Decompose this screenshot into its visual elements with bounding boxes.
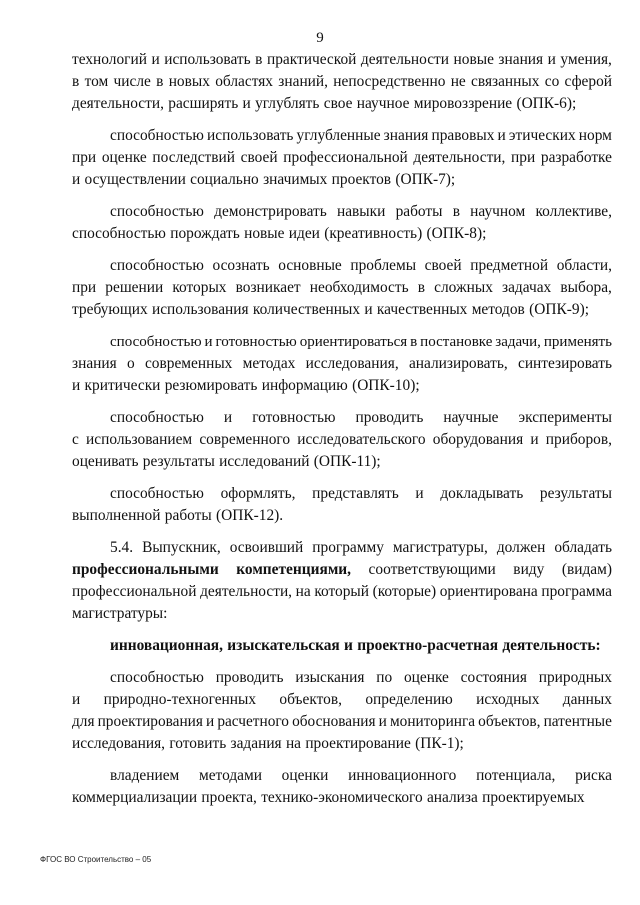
word: способностью — [110, 203, 204, 220]
word: Выпускник, — [142, 539, 221, 556]
paragraph-gap — [72, 473, 612, 483]
paragraph-gap — [72, 755, 612, 765]
word: готовить — [169, 735, 227, 752]
word: не — [450, 73, 466, 90]
page-number: 9 — [316, 30, 324, 46]
word: проектирования — [97, 713, 203, 730]
word: своей — [240, 149, 278, 166]
paragraph — [72, 765, 612, 809]
word: использовать — [207, 127, 294, 144]
text-line — [72, 559, 612, 581]
word: обладать — [554, 539, 612, 556]
bold-word: изыскательская — [227, 637, 340, 654]
word: порождать — [170, 225, 240, 242]
paragraph-gap — [72, 657, 612, 667]
word: (ОПК-12). — [216, 507, 284, 524]
word: идеи — [288, 225, 320, 242]
text-line — [72, 71, 612, 93]
paragraph — [72, 667, 612, 755]
text-line — [72, 277, 612, 299]
word: разработке — [540, 149, 612, 166]
bold-word: и — [344, 637, 353, 654]
word: резюмировать — [164, 377, 258, 394]
word: задачах — [502, 279, 552, 296]
word: соответствующими — [368, 561, 496, 578]
text-line — [72, 299, 612, 321]
word: новые — [244, 225, 285, 242]
word: основные — [278, 257, 342, 274]
word: инновационного — [348, 767, 457, 784]
word: проектов — [331, 171, 392, 188]
word: риска — [575, 767, 612, 784]
word: научном — [470, 203, 526, 220]
word: при — [72, 149, 97, 166]
text-line — [72, 223, 612, 245]
word: и — [204, 334, 213, 350]
word: способностью — [110, 257, 204, 274]
word: представлять — [312, 485, 399, 502]
word: проблемы — [350, 257, 417, 274]
word: и — [72, 691, 81, 708]
word: способностью — [110, 485, 204, 502]
word: состояния — [460, 669, 527, 686]
paragraph-gap — [72, 191, 612, 201]
word: и — [223, 409, 233, 426]
word: профессиональной — [283, 149, 408, 166]
word: (креативность) — [324, 225, 423, 242]
word: оценке — [403, 669, 449, 686]
word: связанных — [471, 73, 540, 90]
word: патентные — [543, 713, 612, 730]
word: необходимость — [309, 279, 409, 296]
word: деятельности, — [413, 149, 506, 166]
word: коммерциализации — [72, 789, 198, 806]
word: знаний, — [278, 73, 329, 90]
word: потенциала, — [476, 767, 556, 784]
text-line — [72, 483, 612, 505]
word: осознать — [212, 257, 270, 274]
word: (ПК-1); — [415, 735, 464, 752]
bold-word: профессиональными — [72, 561, 219, 578]
word: умения, — [560, 51, 612, 68]
paragraph-gap — [72, 527, 612, 537]
word: и — [151, 51, 160, 68]
word: выбора, — [560, 279, 612, 296]
word: непосредственно — [333, 73, 446, 90]
paragraph-gap — [72, 115, 612, 125]
word: социально — [190, 171, 259, 188]
word: способностью — [72, 225, 166, 242]
word: которых — [172, 279, 227, 296]
word: научное — [356, 95, 410, 112]
word: области, — [556, 257, 612, 274]
word: программа — [541, 583, 612, 600]
word: возникает — [235, 279, 301, 296]
text-line — [72, 125, 612, 147]
word: оценивать — [72, 453, 139, 470]
word: в — [156, 73, 164, 90]
word: (ОПК-9); — [529, 301, 589, 318]
text-line — [72, 667, 612, 689]
word: научные — [443, 409, 499, 426]
bold-word: инновационная, — [110, 637, 223, 654]
word: профессиональной — [72, 583, 197, 600]
word: областях — [215, 73, 274, 90]
word: виду — [513, 561, 545, 578]
word: магистратуры: — [72, 605, 168, 622]
word: постановке — [420, 334, 493, 350]
word: на — [285, 735, 302, 752]
word: навыки — [336, 203, 386, 220]
word: синтезировать — [517, 355, 612, 372]
text-line — [72, 603, 612, 625]
word: этических — [508, 127, 576, 144]
text-line — [72, 505, 612, 527]
word: работы — [395, 203, 443, 220]
word: природных — [538, 669, 612, 686]
word: эксперименты — [518, 409, 612, 426]
word: магистратуры, — [392, 539, 488, 556]
word: исходных — [476, 691, 540, 708]
paragraph — [72, 201, 612, 245]
word: готовностью — [252, 409, 336, 426]
word: освоивший — [229, 539, 304, 556]
text-line — [72, 147, 612, 169]
word: знания — [72, 355, 117, 372]
word: в — [72, 73, 80, 90]
word: с — [72, 431, 79, 448]
paragraph-gap — [72, 321, 612, 331]
word: технологий — [72, 51, 147, 68]
word: современного — [199, 431, 291, 448]
word: последствий — [152, 149, 236, 166]
word: оценке — [101, 149, 147, 166]
word: практической — [266, 51, 357, 68]
word: в — [452, 203, 460, 220]
word: свое — [323, 95, 353, 112]
word: результаты — [539, 485, 612, 502]
text-line — [72, 711, 612, 733]
word: правовых — [431, 127, 495, 144]
word: методов — [471, 301, 525, 318]
word: технико-экономического — [261, 789, 423, 806]
word: норм — [578, 127, 612, 144]
word: изыскания — [295, 669, 365, 686]
word: на — [295, 583, 311, 600]
word: использовать — [164, 51, 251, 68]
text-line — [72, 787, 612, 809]
word: готовностью — [215, 334, 297, 350]
word: в — [410, 334, 418, 350]
word: задания — [230, 735, 282, 752]
word: в — [417, 279, 426, 296]
word: приборов, — [545, 431, 612, 448]
word: способностью — [110, 127, 204, 144]
word: проводить — [355, 409, 424, 426]
word: (ОПК-6); — [516, 95, 577, 112]
word: деятельности, — [72, 95, 164, 112]
word: (ОПК-7); — [395, 171, 456, 188]
word: при — [511, 149, 536, 166]
word: знания — [383, 127, 429, 144]
text-line — [72, 635, 612, 657]
word: и — [364, 301, 373, 318]
word: сложных — [434, 279, 493, 296]
word: проводить — [215, 669, 284, 686]
word: информацию — [261, 377, 348, 394]
word: использованием — [86, 431, 193, 448]
word: должен — [496, 539, 546, 556]
word: который — [314, 583, 369, 600]
word: проекта, — [201, 789, 257, 806]
word: со — [544, 73, 560, 90]
word: мониторинга — [389, 713, 476, 730]
word: и — [72, 171, 81, 188]
word: для — [72, 713, 95, 730]
word: программу — [312, 539, 384, 556]
word: методами — [198, 767, 262, 784]
word: исследования, — [305, 355, 399, 372]
word: качественных — [376, 301, 468, 318]
word: оборудования — [432, 431, 524, 448]
paragraph-gap — [72, 397, 612, 407]
word: деятельности, — [200, 583, 293, 600]
word: углубленные — [296, 127, 381, 144]
word: новых — [168, 73, 210, 90]
text-line — [72, 169, 612, 191]
text-line — [72, 255, 612, 277]
word: анализировать, — [408, 355, 508, 372]
word: докладывать — [440, 485, 524, 502]
word: и — [378, 713, 387, 730]
word: и — [547, 51, 556, 68]
word: исследования, — [72, 735, 166, 752]
text-line — [72, 429, 612, 451]
word: обоснования — [292, 713, 376, 730]
word: количественных — [252, 301, 361, 318]
word: 5.4. — [110, 539, 134, 556]
word: и — [530, 431, 539, 448]
word: способностью — [110, 334, 202, 350]
word: сферой — [564, 73, 612, 90]
word: ориентироваться — [299, 334, 408, 350]
word: деятельности — [360, 51, 450, 68]
word: решении — [105, 279, 164, 296]
word: объектов, — [478, 713, 541, 730]
word: исследовательского — [297, 431, 426, 448]
text-line — [72, 733, 612, 755]
word: данных — [562, 691, 612, 708]
word: (ОПК-11); — [313, 453, 381, 470]
word: коллективе, — [535, 203, 612, 220]
word: мировоззрение — [413, 95, 513, 112]
bold-word: деятельность: — [502, 637, 601, 654]
word: осуществлении — [84, 171, 186, 188]
word: и — [72, 377, 81, 394]
text-line — [72, 353, 612, 375]
paragraph — [72, 255, 612, 321]
paragraph — [72, 49, 612, 115]
bold-word: проектно-расчетная — [357, 637, 499, 654]
word: объектов, — [279, 691, 342, 708]
word: анализа — [426, 789, 478, 806]
paragraph — [72, 331, 612, 397]
word: применять — [543, 334, 612, 350]
word: оценки — [281, 767, 329, 784]
word: современных — [144, 355, 233, 372]
word: демонстрировать — [214, 203, 327, 220]
word: результаты — [142, 453, 215, 470]
word: способностью — [110, 409, 204, 426]
word: проектируемых — [482, 789, 585, 806]
word: методах — [242, 355, 296, 372]
text-line — [72, 375, 612, 397]
word: своей — [424, 257, 462, 274]
word: работы — [164, 507, 212, 524]
paragraph-gap — [72, 625, 612, 635]
paragraph — [72, 537, 612, 625]
word: (которые) — [372, 583, 437, 600]
word: знания — [498, 51, 544, 68]
word: (видам) — [561, 561, 612, 578]
word: природно-техногенных — [103, 691, 257, 708]
word: (ОПК-10); — [352, 377, 420, 394]
word: при — [72, 279, 97, 296]
word: оформлять, — [220, 485, 296, 502]
word: критически — [84, 377, 161, 394]
word: предметной — [470, 257, 549, 274]
text-line — [72, 537, 612, 559]
word: о — [126, 355, 135, 372]
word: по — [376, 669, 393, 686]
word: требующих — [72, 301, 148, 318]
word: том — [84, 73, 109, 90]
word: и — [206, 713, 215, 730]
paragraph — [72, 635, 612, 657]
paragraph-gap — [72, 245, 612, 255]
text-line — [72, 201, 612, 223]
text-line — [72, 765, 612, 787]
word: новые — [453, 51, 494, 68]
word: значимых — [263, 171, 328, 188]
word: (ОПК-8); — [426, 225, 487, 242]
word: числе — [113, 73, 151, 90]
word: определению — [365, 691, 453, 708]
text-line — [72, 451, 612, 473]
word: использования — [151, 301, 249, 318]
word: ориентирована — [439, 583, 538, 600]
word: и — [242, 95, 251, 112]
text-line — [72, 407, 612, 429]
word: проектирование — [305, 735, 411, 752]
document-body — [72, 49, 612, 809]
bold-word: компетенциями, — [236, 561, 352, 578]
paragraph — [72, 483, 612, 527]
word: выполненной — [72, 507, 161, 524]
word: и — [415, 485, 424, 502]
word: владением — [110, 767, 180, 784]
word: углублять — [255, 95, 320, 112]
word: задачи, — [495, 334, 541, 350]
word: исследований — [219, 453, 310, 470]
paragraph — [72, 125, 612, 191]
text-line — [72, 93, 612, 115]
text-line — [72, 331, 612, 353]
word: расчетного — [217, 713, 289, 730]
word: в — [255, 51, 263, 68]
paragraph — [72, 407, 612, 473]
word: расширять — [168, 95, 239, 112]
word: способностью — [110, 669, 204, 686]
text-line — [72, 49, 612, 71]
text-line — [72, 581, 612, 603]
footer-text: ФГОС ВО Строительство – 05 — [40, 855, 152, 864]
text-line — [72, 689, 612, 711]
word: и — [497, 127, 506, 144]
